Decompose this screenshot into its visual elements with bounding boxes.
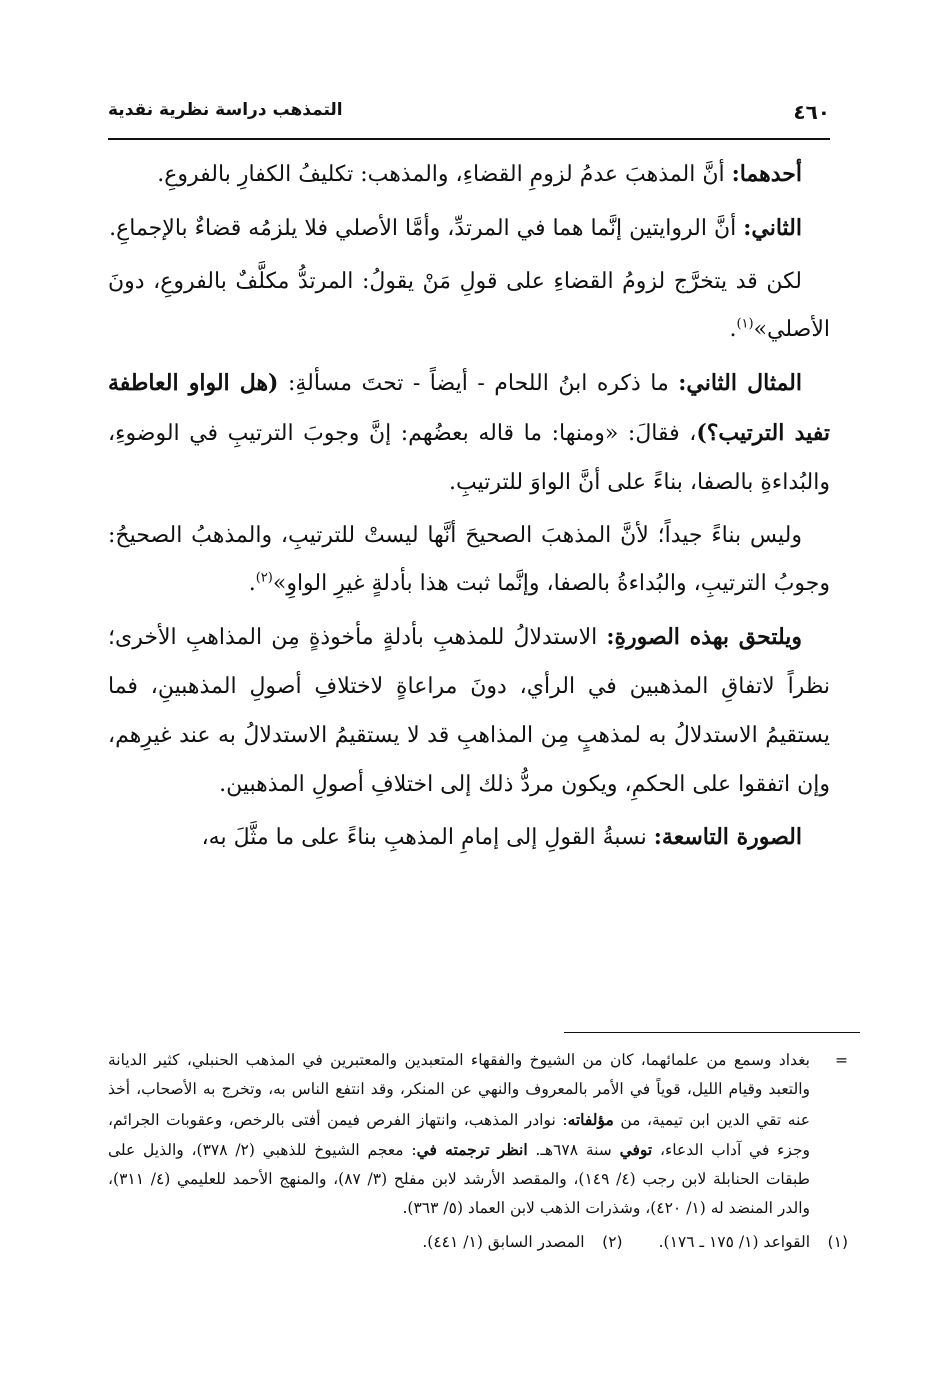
footnote-text: المصدر السابق (١/ ٤٤١).: [422, 1232, 585, 1251]
footnote-text: القواعد (١/ ١٧٥ ـ ١٧٦).: [658, 1232, 810, 1251]
paragraph-1: [108, 150, 830, 200]
paragraph-text: ، فقالَ: «ومنها: ما قاله بعضُهم: إنَّ وجوبَ الترتيبِ في الوضوءِ، والبُداءةِ بالصفا، بناءً على أنَّ الواوَ للترتيبِ.: [108, 420, 830, 495]
footnote-1: [659, 1228, 848, 1257]
footnote-rule: [564, 1032, 860, 1033]
running-title: التمذهب دراسة نظرية نقدية: [108, 100, 343, 120]
paragraph-2: [108, 204, 830, 254]
footnote-text: بغداد وسمع من علمائهما، كان من الشيوخ والفقهاء المتعبدين والمعتبرين في المذهب الحنبلي، كثير الديانة والتعبد وقيام الليل، قوياً في الأمر بالمعروف والنهي عن المنكر، وقد انتفع الناس به، وتخرج به الأصحاب، أخذ عنه تقي الدين ابن تيمية، من: [108, 1051, 810, 1129]
paragraph-5: [108, 512, 830, 610]
question-title: (هل الواو العاطفة تفيد الترتيب؟): [108, 370, 831, 446]
footnote-continuation: [108, 1046, 848, 1224]
paragraph-text: أنَّ الروايتين إنَّما هما في المرتدِّ، وأمَّا الأصلي فلا يلزمُه قضاءٌ بالإجماعِ.: [109, 215, 744, 241]
paragraph-text: نسبةُ القولِ إلى إمامِ المذهبِ بناءً على ما مثَّلَ به،: [201, 825, 654, 851]
paragraph-text: أنَّ المذهبَ عدمُ لزومِ القضاءِ، والمذهب: تكليفُ الكفارِ بالفروعِ.: [157, 162, 732, 187]
main-text: [108, 150, 830, 867]
lead-term: الصورة التاسعة:: [653, 824, 802, 851]
footnote-text: سنة ٦٧٨هـ.: [527, 1140, 620, 1159]
lead-term: ويلتحق بهذه الصورةِ:: [606, 624, 803, 651]
paragraph-text: لكن قد يتخرَّج لزومُ القضاءِ على قولِ مَنْ يقولُ: المرتدُّ مكلَّفٌ بالفروعِ، دونَ الأصلي»: [108, 268, 830, 343]
lead-term: الثاني:: [743, 214, 802, 241]
footnote-bold: توفي: [619, 1139, 653, 1159]
paragraph-6: [108, 613, 830, 809]
footnotes: [108, 1046, 848, 1257]
footnote-line: [108, 1228, 848, 1257]
page-number: ٤٦٠: [793, 100, 830, 124]
page-header: [108, 100, 830, 134]
continuation-marker: =: [835, 1051, 848, 1069]
lead-term: المثال الثاني:: [678, 370, 802, 397]
footnote-2: [422, 1228, 622, 1257]
paragraph-4: [108, 359, 830, 507]
paragraph-3: [108, 258, 830, 356]
footnote-text: : نوادر المذهب، وانتهاز الفرص فيمن أفتى بالرخص، وعقوبات الجرائم، وجزء في آداب الدعاء،: [108, 1110, 811, 1159]
lead-term: أحدهما:: [731, 161, 802, 187]
paragraph-text: وليس بناءً جيداً؛ لأنَّ المذهبَ الصحيحَ أنَّها ليستْ للترتيبِ، والمذهبُ الصحيحُ: وجوبُ الترتيبِ، والبُداءةُ بالصفا، وإنَّما ثبت هذا بأدلةٍ غيرِ الواوِ»: [108, 522, 830, 597]
footnote-bold: مؤلفاته: [567, 1109, 614, 1129]
footnote-text: : معجم الشيوخ للذهبي (٢/ ٣٧٨)، والذيل على طبقات الحنابلة لابن رجب (٤/ ١٤٩)، والمقصد الأرشد لابن مفلح (٣/ ٨٧)، والمنهج الأحمد للعليمي (٤/ ٣١١)، والدر المنضد له (١/ ٤٢٠)، وشذرات الذهب لابن العماد (٥/ ٣٦٣).: [108, 1140, 811, 1218]
footnote-bold: انظر ترجمته في: [416, 1139, 528, 1159]
paragraph-text: الاستدلالُ للمذهبِ بأدلةٍ مأخوذةٍ مِن المذاهبِ الأخرى؛ نظراً لاتفاقِ المذهبين في الرأي، دونَ مراعاةٍ لاختلافِ أصولِ المذهبينِ، فما يستقيمُ الاستدلالُ به لمذهبٍ مِن المذاهبِ قد لا يستقيمُ الاستدلالُ به عند غيرِهم، وإن اتفقوا على الحكمِ، ويكون مردُّ ذلك إلى اختلافِ أصولِ المذهبين.: [108, 625, 830, 797]
footnote-ref-2[interactable]: (٢): [255, 571, 273, 587]
period: .: [248, 571, 256, 597]
footnote-marker: (٢): [602, 1232, 623, 1251]
footnote-ref-1[interactable]: (١): [736, 317, 754, 333]
paragraph-7: [108, 813, 830, 863]
header-rule: [108, 138, 830, 140]
period: .: [729, 317, 737, 343]
paragraph-text: ما ذكره ابنُ اللحام - أيضاً - تحتَ مسألةِ:: [278, 371, 679, 397]
footnote-marker: (١): [827, 1232, 848, 1251]
